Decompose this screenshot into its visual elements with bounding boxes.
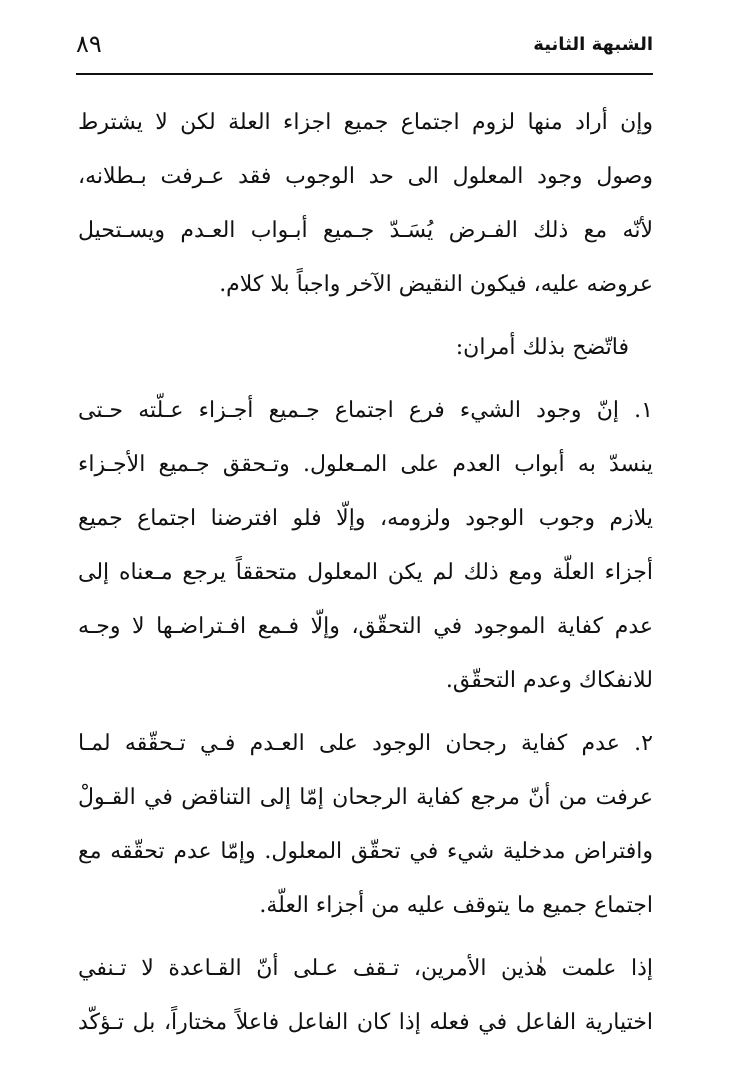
paragraph-4 [78,717,653,933]
text-line: أجزاء العلّة ومع ذلك لم يكن المعلول متحققاً يرجع مـعناه إلى [78,560,653,585]
paragraph-3 [78,384,653,708]
text-line: وصول وجود المعلول الى حد الوجوب فقد عـرفت بـطلانه، [78,164,653,189]
running-title: الشبهة الثانية [533,34,653,55]
paragraph-5 [78,942,653,1050]
paragraph-1 [78,96,653,312]
text-line: ينسدّ به أبواب العدم على المـعلول. وتـحقق جـميع الأجـزاء [78,452,653,477]
text-line: وافتراض مدخلية شيء في تحقّق المعلول. وإمّا عدم تحقّقه مع [78,839,653,864]
text-line: اختيارية الفاعل في فعله إذا كان الفاعل فاعلاً مختاراً، بل تـؤكّد [78,1010,653,1035]
text-line: ١. إنّ وجود الشيء فرع اجتماع جـميع أجـزاء عـلّته حـتى [78,398,653,423]
page-body [78,96,653,1059]
text-line: ٢. عدم كفاية رجحان الوجود على العـدم فـي تـحقّقه لمـا [78,731,653,756]
text-line: عروضه عليه، فيكون النقيض الآخر واجباً بلا كلام. [219,272,653,297]
header-rule [76,73,653,75]
page-header [76,30,653,66]
text-line: يلازم وجوب الوجود ولزومه، وإلّا فلو افترضنا اجتماع جميع [78,506,653,531]
text-line: فاتّضح بذلك أمران: [455,335,629,360]
text-line: للانفكاك وعدم التحقّق. [445,668,653,693]
text-line: عدم كفاية الموجود في التحقّق، وإلّا فـمع افـتراضـها لا وجـه [78,614,653,639]
text-line: لأنّه مع ذلك الفـرض يُسَـدّ جـميع أبـواب العـدم ويسـتحيل [78,218,653,243]
page-number: ٨٩ [76,30,102,58]
paragraph-2 [78,321,653,375]
text-line: عرفت من أنّ مرجع كفاية الرجحان إمّا إلى التناقض في القـولْ [78,785,653,810]
text-line: وإن أراد منها لزوم اجتماع جميع اجزاء العلة لكن لا يشترط [78,110,653,135]
text-line: اجتماع جميع ما يتوقف عليه من أجزاء العلّة. [259,893,653,918]
text-line: إذا علمت هٰذين الأمرين، تـقف عـلى أنّ القـاعدة لا تـنفي [78,956,653,981]
